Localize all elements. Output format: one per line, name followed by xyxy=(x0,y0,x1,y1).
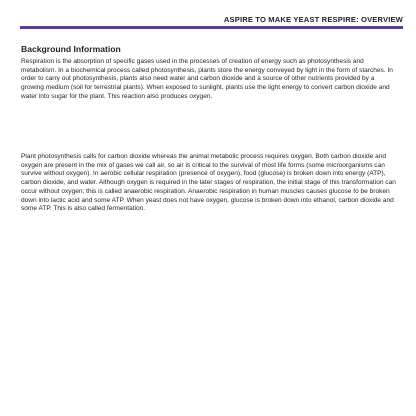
page-header-title: ASPIRE TO MAKE YEAST RESPIRE: OVERVIEW xyxy=(223,15,403,24)
body-paragraph-metabolism: Plant photosynthesis calls for carbon dioxide whereas the animal metabolic process requires oxygen. Both carbon dioxide and oxygen are present in the mix of gases we call air, so air is critical to the survival of most life forms (some microorganisms can survive without oxygen). In aerobic cellular respiration (presence of oxygen), food (glucose) is broken down into energy (ATP), carbon dioxide, and water. Although oxygen is required in the later stages of respiration, the initial stage of this transformation can occur without oxygen; this is called anaerobic respiration. Anaerobic respiration in human muscles causes glucose to be broken down into lactic acid and some ATP. When yeast does not have oxygen, glucose is broken down into ethanol, carbon dioxide and some ATP. This is also called fermentation. xyxy=(21,153,396,213)
body-paragraph-respiration: Respiration is the absorption of specific gases used in the processes of creation of energy such as photosynthesis and metabolism. In a biochemical process called photosynthesis, plants store the energy conveyed by light in the form of starches. In order to carry out photosynthesis, plants also need water and carbon dioxide and a source of other nutrients provided by a growing medium (soil for terrestrial plants). When exposed to sunlight, plants use the light energy to convert carbon dioxide and water into sugar for the plant. This reaction also produces oxygen. xyxy=(21,58,393,100)
section-heading: Background Information xyxy=(21,44,121,54)
header-divider xyxy=(20,26,403,29)
